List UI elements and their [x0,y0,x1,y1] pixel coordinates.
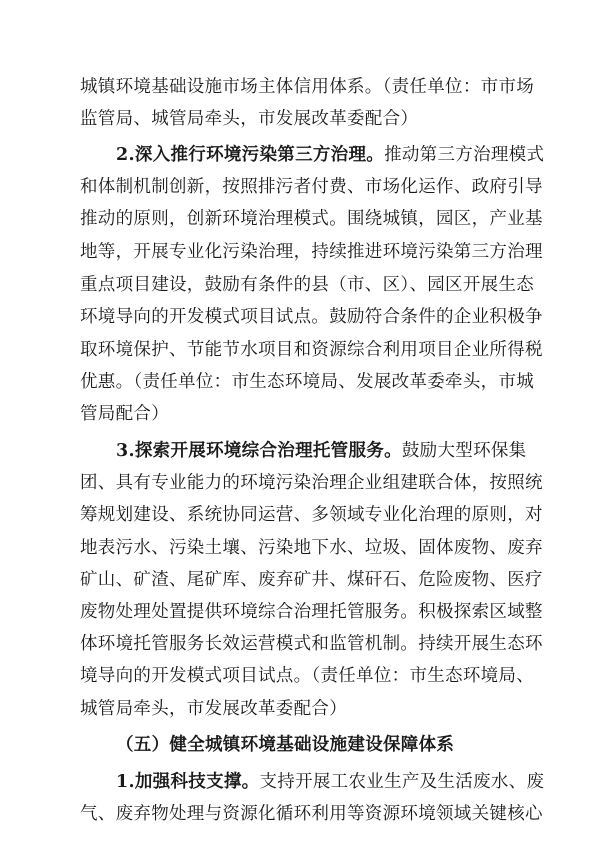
text-run: 鼓励大型环保集 [401,441,527,461]
text-line: 境导向的开发模式项目试点。（责任单位：市生态环境局、 [80,666,535,686]
text-line: 废物处理处置提供环境综合治理托管服务。积极探索区域整 [80,602,543,622]
item-heading: 3.探索开展环境综合治理托管服务。 [116,441,402,461]
item-heading: 1.加强科技支撑。 [116,772,260,792]
text-line: 团、具有专业能力的环境污染治理企业组建联合体，按照统 [80,473,543,493]
text-line: 体环境托管服务长效运营模式和监管机制。持续开展生态环 [80,634,543,654]
text-line: 气、废弃物处理与资源化循环利用等资源环境领域关键核心 [80,804,543,824]
text-line [116,439,600,463]
text-run: 支持开展工农业生产及生活废水、废 [259,772,545,792]
text-line: 地表污水、污染土壤、污染地下水、垃圾、固体废物、废弃 [80,538,543,558]
text-line: 和体制机制创新，按照排污者付费、市场化运作、政府引导 [80,177,543,197]
text-line [116,143,600,167]
text-line: 重点项目建设，鼓励有条件的县（市、区）、园区开展生态 [80,275,535,295]
text-line: 推动的原则，创新环境治理模式。围绕城镇，园区，产业基 [80,209,543,229]
text-line: 监管局、城管局牵头，市发展改革委配合） [80,109,419,129]
text-line: 取环境保护、节能节水项目和资源综合利用项目企业所得税 [80,340,543,360]
text-line: 地等，开展专业化污染治理，持续推进环境污染第三方治理 [80,242,543,262]
text-line: 环境导向的开发模式项目试点。鼓励符合条件的企业积极争 [80,307,543,327]
section-heading: （五）健全城镇环境基础设施建设保障体系 [116,735,455,755]
text-line: 城管局牵头，市发展改革委配合） [80,699,347,719]
text-line: 城镇环境基础设施市场主体信用体系。（责任单位：市市场 [80,77,535,97]
text-line: 矿山、矿渣、尾矿库、废弃矿井、煤矸石、危险废物、医疗 [80,570,543,590]
text-line [116,770,600,794]
text-line: 优惠。（责任单位：市生态环境局、发展改革委牵头，市城 [80,372,535,392]
text-run: 推动第三方治理模式 [384,145,545,165]
item-heading: 2.深入推行环境污染第三方治理。 [116,145,385,165]
text-line: 筹规划建设、系统协同运营、多领域专业化治理的原则，对 [80,505,543,525]
text-line: 管局配合） [80,404,169,424]
